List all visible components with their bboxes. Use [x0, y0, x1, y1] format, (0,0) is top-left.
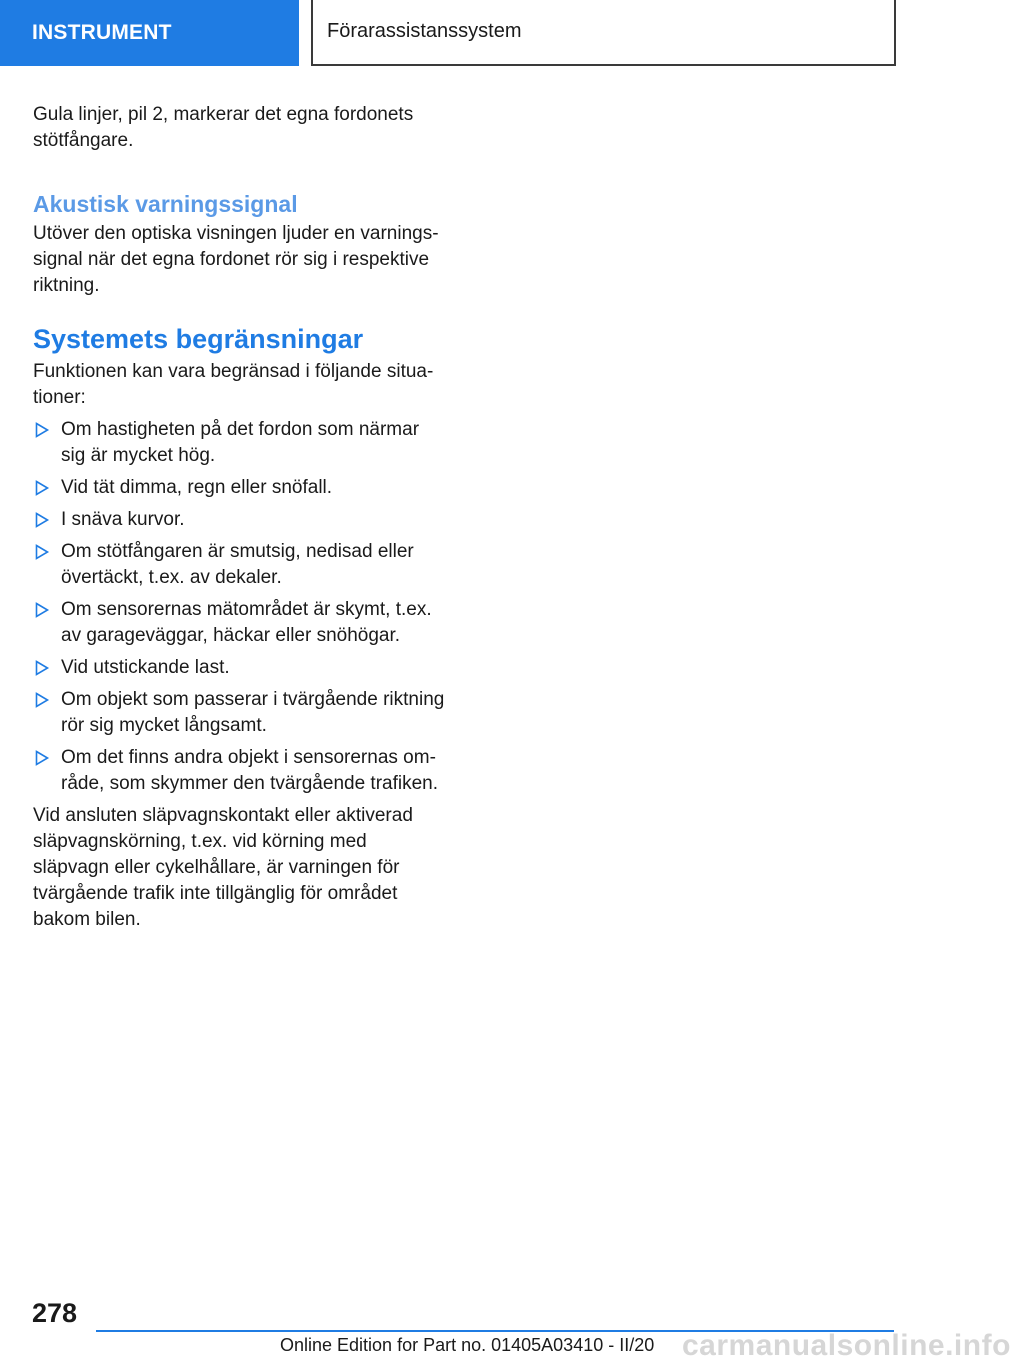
list-item	[33, 475, 448, 501]
triangle-right-outline-icon	[35, 750, 49, 766]
list-item	[33, 687, 448, 739]
watermark: carmanualsonline.info	[682, 1329, 1011, 1362]
triangle-right-outline-icon	[35, 660, 49, 676]
list-item	[33, 507, 448, 533]
subsection-heading: Akustisk varningssignal	[33, 191, 298, 217]
triangle-right-outline-icon	[35, 692, 49, 708]
list-item-text: Vid utstickande last.	[61, 657, 230, 678]
list-item	[33, 745, 448, 797]
list-item-text: Om stötfångaren är smutsig, nedisad eller övertäckt, t.ex. av dekaler.	[61, 541, 414, 588]
list-item-text: Om det finns andra objekt i sensorernas område, som skymmer den tvärgående trafiken.	[61, 747, 439, 794]
section-title: Förarassistanssystem	[311, 0, 896, 66]
list-item	[33, 655, 448, 681]
list-item-text: Vid tät dimma, regn eller snöfall.	[61, 477, 333, 498]
limitations-list	[33, 417, 448, 797]
list-item	[33, 597, 448, 649]
list-item-text: Om objekt som passerar i tvärgående riktning rör sig mycket långsamt.	[61, 689, 445, 736]
triangle-right-outline-icon	[35, 480, 49, 496]
triangle-right-outline-icon	[35, 544, 49, 560]
page-header	[0, 0, 960, 66]
list-item	[33, 539, 448, 591]
section-heading: Systemets begränsningar	[33, 324, 364, 354]
edition-text: Online Edition for Part no. 01405A03410 - II/20	[280, 1335, 655, 1355]
page-content	[33, 102, 448, 933]
chapter-tab[interactable]: INSTRUMENT	[0, 0, 299, 66]
section-intro: Funktionen kan vara begränsad i följande situationer:	[33, 361, 434, 408]
triangle-right-outline-icon	[35, 422, 49, 438]
triangle-right-outline-icon	[35, 512, 49, 528]
list-item	[33, 417, 448, 469]
triangle-right-outline-icon	[35, 602, 49, 618]
list-item-text: Om sensorernas mätområdet är skymt, t.ex. av garageväggar, häckar eller snöhögar.	[61, 599, 432, 646]
list-item-text: I snäva kurvor.	[61, 509, 185, 530]
subsection-paragraph: Utöver den optiska visningen ljuder en varningssignal när det egna fordonet rör sig i respektive riktning.	[33, 223, 439, 296]
closing-paragraph: Vid ansluten släpvagnskontakt eller aktiverad släpvagnskörning, t.ex. vid körning med släpvagn eller cykelhållare, är varningen för tvärgående trafik inte tillgänglig för området bakom bilen.	[33, 805, 413, 930]
intro-paragraph: Gula linjer, pil 2, markerar det egna fordonets stötfångare.	[33, 104, 414, 151]
page-number: 278	[32, 1298, 78, 1328]
list-item-text: Om hastigheten på det fordon som närmar sig är mycket hög.	[61, 419, 420, 466]
